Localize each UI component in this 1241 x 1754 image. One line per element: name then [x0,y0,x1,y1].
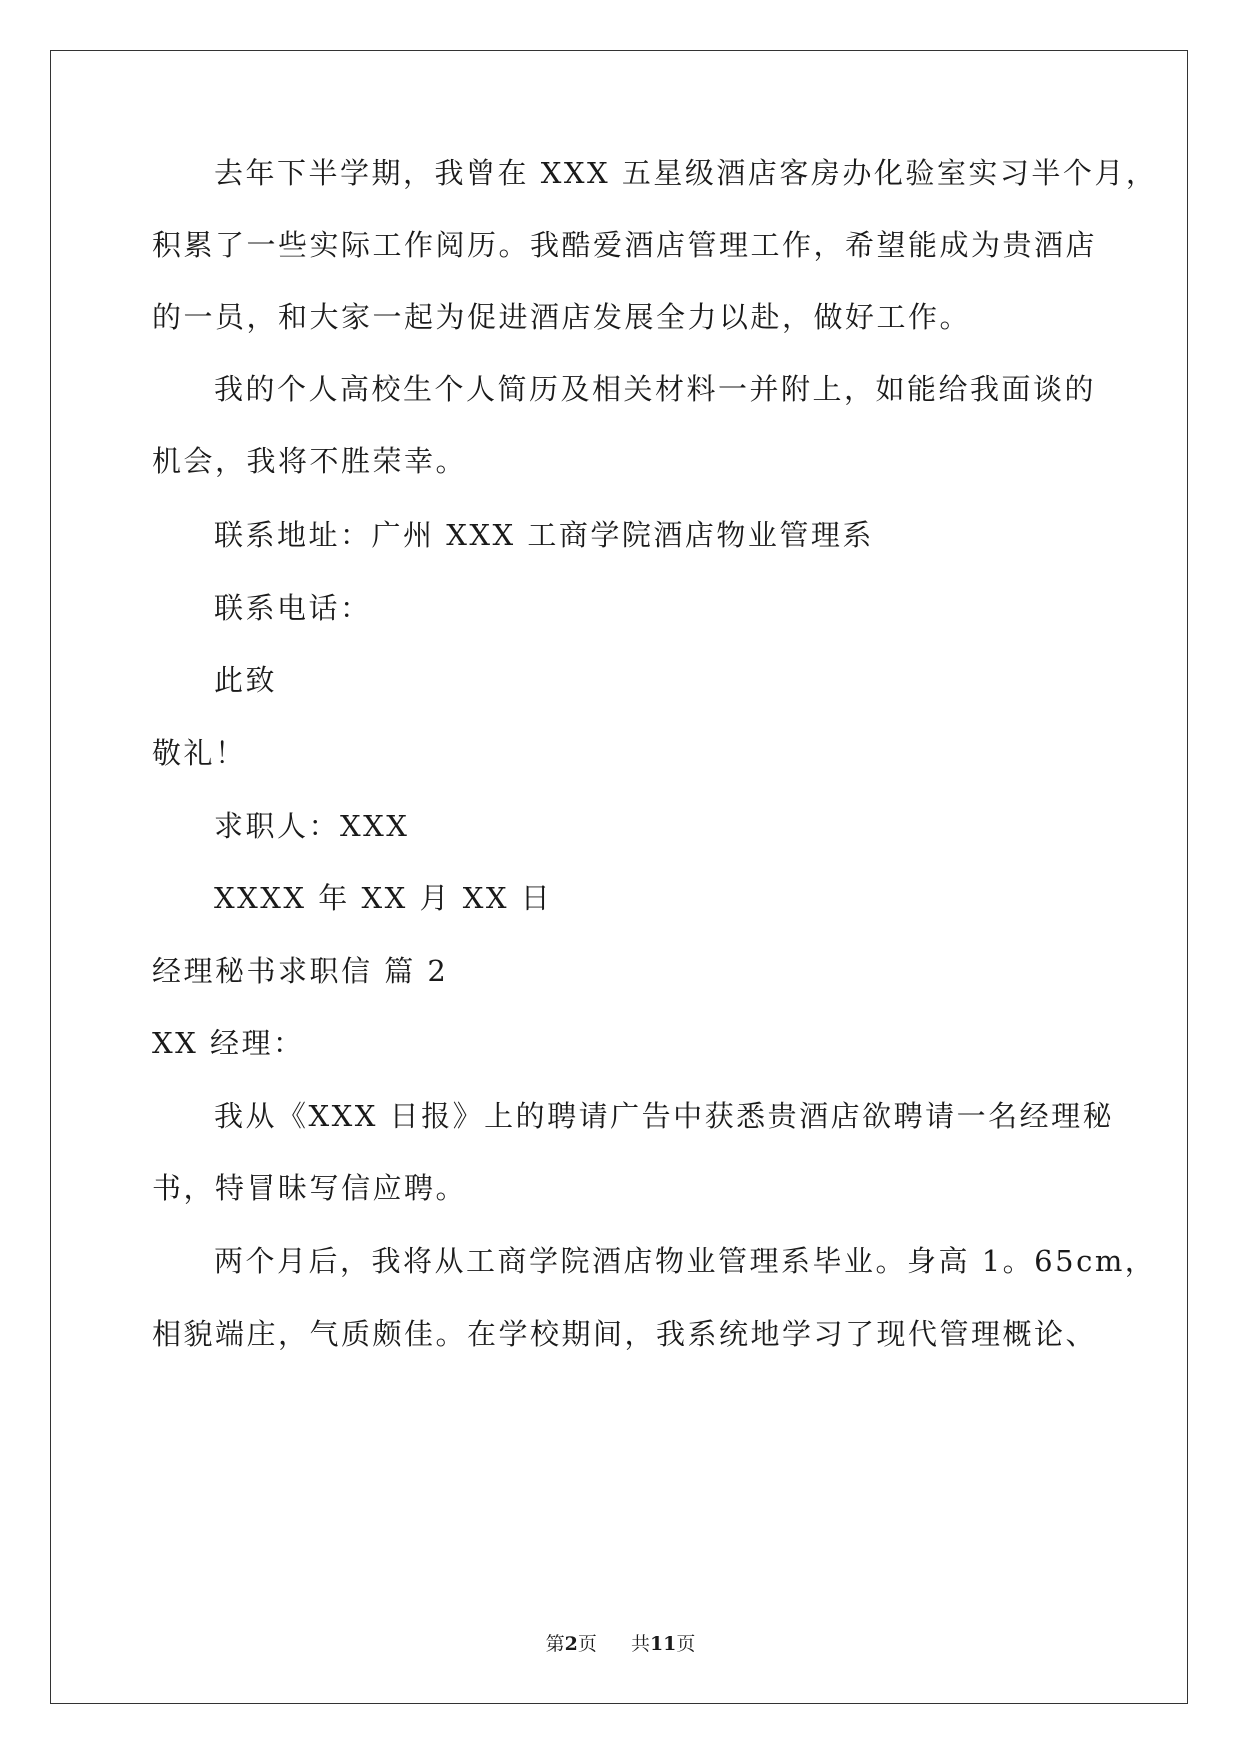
total-pages-label: 共11页 [630,1633,696,1655]
paragraph-line: 书，特冒昧写信应聘。 [152,1171,468,1205]
signature-date: XXXX 年 XX 月 XX 日 [214,881,553,915]
paragraph-line: 积累了一些实际工作阅历。我酷爱酒店管理工作，希望能成为贵酒店 [152,228,1098,262]
page-number-label: 第2页 [545,1633,597,1655]
section-heading: 经理秘书求职信 篇 2 [152,954,449,988]
contact-address: 联系地址：广州 XXX 工商学院酒店物业管理系 [214,518,874,552]
signature-applicant: 求职人：XXX [214,809,410,843]
page-footer [0,1632,1241,1656]
contact-phone: 联系电话： [214,591,372,625]
total-page-number: 11 [649,1633,677,1655]
current-page-number: 2 [564,1633,578,1655]
paragraph-line: 我的个人高校生个人简历及相关材料一并附上，如能给我面谈的 [214,372,1097,406]
paragraph-line: 去年下半学期，我曾在 XXX 五星级酒店客房办化验室实习半个月， [214,156,1158,190]
closing-salutation: 此致 [214,663,278,697]
paragraph-line: 两个月后，我将从工商学院酒店物业管理系毕业。身高 1。65cm， [214,1244,1157,1278]
closing-regards: 敬礼！ [152,736,247,770]
paragraph-line: 相貌端庄，气质颇佳。在学校期间，我系统地学习了现代管理概论、 [152,1317,1098,1351]
letter-greeting: XX 经理： [152,1026,305,1060]
paragraph-line: 我从《XXX 日报》上的聘请广告中获悉贵酒店欲聘请一名经理秘 [214,1099,1115,1133]
paragraph-line: 机会，我将不胜荣幸。 [152,444,468,478]
paragraph-line: 的一员，和大家一起为促进酒店发展全力以赴，做好工作。 [152,300,972,334]
